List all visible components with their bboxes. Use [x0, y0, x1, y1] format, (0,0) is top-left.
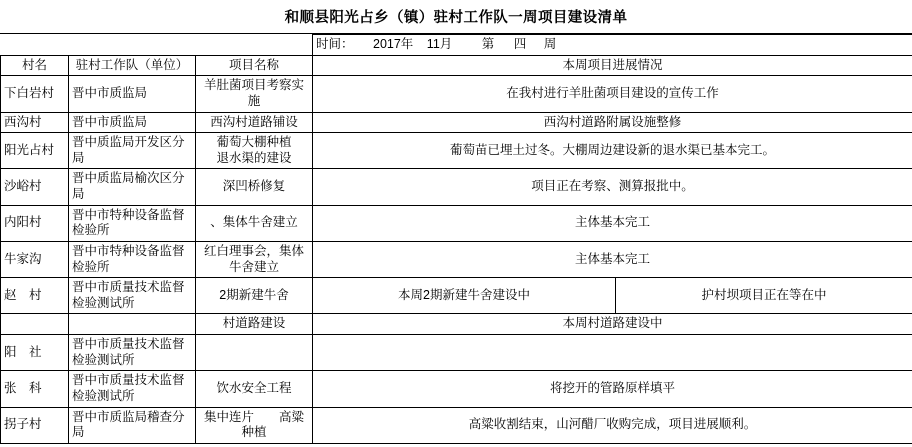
cell-project — [196, 335, 313, 371]
cell-village — [1, 314, 69, 335]
table-row — [1, 241, 912, 277]
cell-team: 晋中市质监局 — [69, 112, 196, 133]
cell-progress: 主体基本完工 — [313, 241, 912, 277]
table-row — [1, 407, 912, 443]
table-row — [1, 371, 912, 407]
table-row — [1, 278, 912, 314]
header-team: 驻村工作队（单位） — [69, 55, 196, 76]
header-project: 项目名称 — [196, 55, 313, 76]
cell-team — [69, 314, 196, 335]
cell-progress: 西沟村道路附属设施整修 — [313, 112, 912, 133]
cell-progress: 葡萄苗已埋土过冬。大棚周边建设新的退水渠已基本完工。 — [313, 133, 912, 169]
date-year: 2017年 — [373, 37, 414, 51]
cell-progress — [313, 335, 912, 371]
table-row — [1, 133, 912, 169]
cell-team: 晋中市质监局 — [69, 76, 196, 112]
cell-village: 赵 村 — [1, 278, 69, 314]
cell-project: 红白理事会，集体牛舍建立 — [196, 241, 313, 277]
date-row-spacer-2 — [69, 35, 196, 56]
cell-project: 2期新建牛舍 — [196, 278, 313, 314]
cell-village: 西沟村 — [1, 112, 69, 133]
week-unit: 周 — [543, 37, 557, 51]
cell-village: 张 科 — [1, 371, 69, 407]
cell-progress-left: 本周2期新建牛舍建设中 — [313, 278, 616, 314]
cell-progress: 高粱收割结束，山河醋厂收购完成，项目进展顺利。 — [313, 407, 912, 443]
cell-village: 阳 社 — [1, 335, 69, 371]
table-row — [1, 76, 912, 112]
cell-progress: 项目正在考察、测算报批中。 — [313, 169, 912, 205]
cell-village: 牛家沟 — [1, 241, 69, 277]
week-label: 第 — [481, 37, 495, 51]
cell-project: 村道路建设 — [196, 314, 313, 335]
header-progress: 本周项目进展情况 — [313, 55, 912, 76]
cell-project: 深凹桥修复 — [196, 169, 313, 205]
date-row-spacer-1 — [1, 35, 69, 56]
cell-village: 内阳村 — [1, 205, 69, 241]
cell-team: 晋中市质监局稽查分局 — [69, 407, 196, 443]
date-cell — [313, 35, 912, 56]
cell-progress-right: 护村坝项目正在等在中 — [616, 278, 912, 314]
cell-progress: 在我村进行羊肚菌项目建设的宣传工作 — [313, 76, 912, 112]
cell-village: 拐子村 — [1, 407, 69, 443]
cell-project: 、集体牛舍建立 — [196, 205, 313, 241]
cell-project: 葡萄大棚种植 退水渠的建设 — [196, 133, 313, 169]
cell-village: 下白岩村 — [1, 76, 69, 112]
page-title: 和顺县阳光占乡（镇）驻村工作队一周项目建设清单 — [284, 10, 628, 26]
cell-team: 晋中质监局榆次区分局 — [69, 169, 196, 205]
project-list-table — [0, 34, 912, 444]
table-row — [1, 335, 912, 371]
cell-village: 沙峪村 — [1, 169, 69, 205]
table-row — [1, 112, 912, 133]
table-header-row — [1, 55, 912, 76]
cell-team: 晋中市质量技术监督检验测试所 — [69, 335, 196, 371]
table-row — [1, 205, 912, 241]
cell-team: 晋中质监局开发区分局 — [69, 133, 196, 169]
cell-progress: 主体基本完工 — [313, 205, 912, 241]
cell-team: 晋中市特种设备监督检验所 — [69, 205, 196, 241]
cell-project: 羊肚菌项目考察实施 — [196, 76, 313, 112]
cell-team: 晋中市质量技术监督检验测试所 — [69, 371, 196, 407]
date-month: 11月 — [426, 37, 453, 51]
cell-village: 阳光占村 — [1, 133, 69, 169]
cell-team: 晋中市质量技术监督检验测试所 — [69, 278, 196, 314]
cell-progress: 将挖开的管路原样填平 — [313, 371, 912, 407]
header-village: 村名 — [1, 55, 69, 76]
cell-team: 晋中市特种设备监督检验所 — [69, 241, 196, 277]
cell-project: 西沟村道路铺设 — [196, 112, 313, 133]
date-row — [1, 35, 912, 56]
table-row — [1, 169, 912, 205]
cell-project: 集中连片 高粱种植 — [196, 407, 313, 443]
week-number: 四 — [513, 37, 527, 51]
date-label: 时间： — [316, 37, 354, 51]
date-row-spacer-3 — [196, 35, 313, 56]
table-row — [1, 314, 912, 335]
cell-progress: 本周村道路建设中 — [313, 314, 912, 335]
cell-project: 饮水安全工程 — [196, 371, 313, 407]
